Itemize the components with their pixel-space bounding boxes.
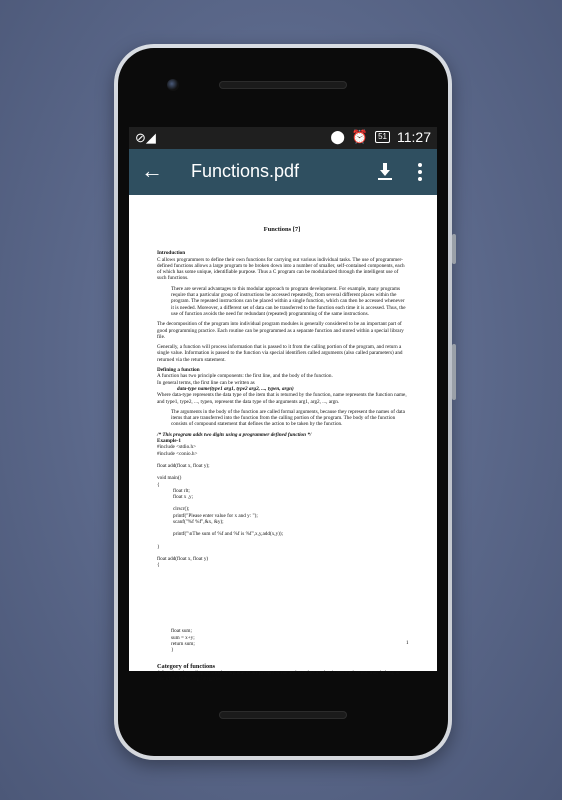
code-line: #include <stdio.h> [157, 444, 196, 451]
code-block [157, 628, 407, 653]
code-line: float add(float x, float y); [157, 462, 210, 469]
no-sim-icon: ⊘◢ [135, 130, 156, 145]
section-heading: Introduction [157, 250, 186, 257]
code-line: clrscr(); [173, 506, 190, 513]
code-line: printf("\nThe sum of %f and %f is %f",x,y,add(x,y)); [173, 531, 284, 538]
section-heading: Defining a function [157, 367, 200, 374]
back-arrow-icon[interactable]: ← [141, 158, 163, 183]
status-bar [129, 127, 437, 149]
location-icon: ⬤ [330, 129, 345, 144]
paragraph: A function, depending on weather arguments are present or not and weather a value is returned or not, may belong to one of the following categories [157, 669, 400, 683]
front-camera [167, 79, 179, 91]
clock: 11:27 [397, 129, 431, 145]
code-comment: /* This program adds two digits using a programmer defined function */ [157, 431, 312, 438]
page-title: Functions [7] [263, 226, 301, 233]
more-options-icon[interactable] [417, 162, 423, 182]
bottom-speaker [219, 711, 347, 719]
text-line: In general terms, the first line can be written as [157, 379, 255, 386]
app-toolbar [129, 149, 437, 195]
code-line: #include <conio.h> [157, 450, 198, 457]
paragraph: C allows programmers to define their own functions for carrying out various individual tasks. The use of programmer-defined functions allows a large program to be broken down into a number of smaller, self-contained components, each of which has some unique, identifiable purpose. Thus a C program can be modularized through the intelligent use of such functions. [157, 256, 405, 282]
syntax-line: data-type name(type1 arg1, type2 arg2, ..., typen, argn) [177, 385, 294, 392]
example-label: Example-1 [157, 438, 181, 445]
text-line: A function has two principle components: the first line, and the body of the function. [157, 373, 333, 380]
code-line: { [157, 562, 160, 569]
code-line: printf("Please enter value for x and y: "); [173, 512, 258, 519]
code-line: } [157, 543, 160, 550]
paragraph: Generally, a function will process information that is passed to it from the calling portion of the program, and return a single value. Information is passed to the function via special identifiers called arguments (also called parameters) and returned via the return statement. [157, 344, 403, 363]
code-line: float rlt; [173, 487, 190, 494]
alarm-icon: ⏰ [351, 129, 369, 144]
volume-button [452, 234, 456, 264]
paragraph: The decomposition of the program into individual program modules is generally considered to be an important part of good programming practice. Each routine can be programmed as a separate function and stored within a special library file. [157, 321, 404, 340]
download-icon[interactable] [377, 161, 393, 181]
page-number: 1 [406, 641, 409, 646]
code-line: scanf("%f %f",&x, &y); [173, 518, 224, 525]
code-line: sum = x+y; [171, 634, 195, 641]
code-line: float x ,y; [173, 494, 194, 501]
code-line: void main() [157, 475, 182, 482]
pdf-page[interactable] [129, 199, 437, 683]
power-button [452, 344, 456, 400]
screen [129, 127, 437, 683]
code-line: return sum; [171, 641, 195, 648]
document-title: Functions.pdf [191, 161, 300, 181]
paragraph: Where data-type represents the data type of the item that is returned by the function, name represents the function name, and type1, type2, ..., typen, represent the data type of the arguments arg1, arg2, ..., argn. [157, 392, 407, 405]
code-line: float add(float x, float y) [157, 555, 209, 562]
code-line: } [171, 647, 174, 654]
pdf-content [157, 199, 407, 683]
code-line: { [157, 481, 160, 488]
paragraph: There are several advantages to this modular approach to program development. For example, many programs require that a particular group of instructions be accessed repeatedly, from several different places within the program. The repeated instructions can be placed within a single function, which can then be accessed whenever it is needed. Moreover, a different set of data can be transferred to the function each time it is accessed. Thus, the use of function avoids the need for redundant (repeated) programming of the same instructions. [171, 285, 406, 317]
section-heading: Category of functions [157, 662, 216, 670]
battery-icon: 51 [375, 131, 390, 143]
earpiece-speaker [219, 81, 347, 89]
paragraph: The arguments in the body of the function are called formal arguments, because they represent the names of data items that are transferred into the function from the calling portion of the program. The body of the function consists of compound statement that defines the action to be taken by the function. [171, 408, 405, 428]
code-line: float sum; [171, 628, 192, 635]
code-block [157, 444, 407, 568]
